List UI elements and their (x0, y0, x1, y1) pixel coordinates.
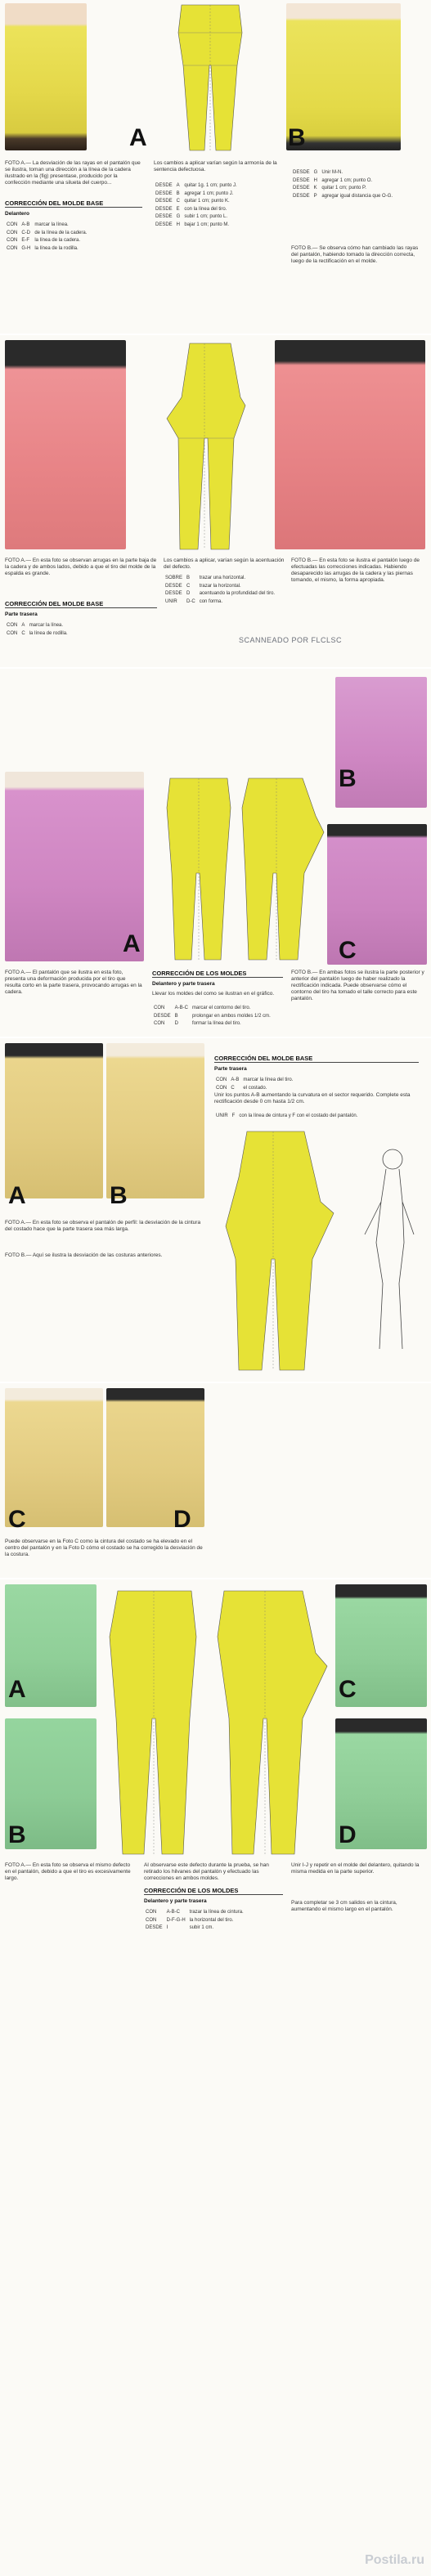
bottom-text: Para completar se 3 cm salidos en la cintura, aumentando el mismo largo en el pantalón. (291, 1900, 397, 1912)
foto-a-caption: FOTO A.— En esta foto se observa el mismo defecto en el pantalón, debido a que el tiro es excesivamente largo. (5, 1862, 131, 1881)
table-row: DESDE I subir 1 cm. (146, 1925, 214, 1930)
foto-c-d-caption: Puede observarse en la Foto C como la cintura del costado se ha elevado en el centro del pantalón y en la Foto D cómo el costado se ha corregido la desviación de la costura. (5, 1539, 203, 1557)
correction-header: CORRECCIÓN DEL MOLDE BASE (5, 600, 157, 608)
middle-intro: Al observarse este defecto durante la prueba, se han retirado los hilvanes del pantalón y efectuado las correcciones en ambos moldes. (144, 1862, 269, 1881)
table-row: UNIR F con la línea de cintura y F con el costado del pantalón. (216, 1113, 358, 1118)
pattern-diagram-2 (162, 340, 252, 553)
photo-b-cream-pants-back (106, 1043, 204, 1198)
table-row: CON A-B marcar la línea. (7, 222, 69, 227)
delantero-trasera-subheader: Delantero y parte trasera (144, 1898, 207, 1904)
table-row: DESDE G subir 1 cm; punto L. (155, 214, 228, 219)
table-row: DESDE E con la línea del tiro. (155, 206, 227, 212)
photo-b-pink-pants (275, 340, 425, 549)
photo-a-pink-pants (5, 340, 126, 549)
figure-sketch (352, 1145, 425, 1357)
correction-table-left (5, 221, 91, 253)
pattern-diagram-3 (164, 775, 327, 963)
table-row: SOBRE B trazar una horizontal. (165, 576, 246, 580)
middle-intro: Llevar los moldes del como se ilustran en el gráfico. (152, 991, 275, 997)
table-row: UNIR D-C con forma. (165, 598, 223, 604)
panel-1-yellow-pants (0, 0, 431, 334)
label-b: B (339, 765, 357, 792)
correction-header: CORRECCIÓN DE LOS MOLDES (144, 1887, 283, 1895)
foto-a-caption: FOTO A.— El pantalón que se ilustra en esta foto, presenta una deformación producida por el tiro que resulta corto en la parte trasera, provocando arrugas en la cadera. (5, 970, 142, 995)
panel-5-cream-pants-cd (0, 1383, 431, 1578)
panel-4-cream-pants (0, 1038, 431, 1382)
label-c: C (8, 1506, 26, 1533)
label-b: B (8, 1821, 26, 1848)
correction-table-right (291, 168, 397, 201)
table-row: DESDE A quitar 1g. 1 cm; punto J. (155, 183, 237, 188)
table-row: DESDE G Unir M-N. (293, 170, 343, 175)
correction-header: CORRECCIÓN DEL MOLDE BASE (214, 1055, 419, 1063)
right-text: Unir los puntos A-B aumentando la curvatura en el sector requerido. Complete esta rectificación desde 0 cm hasta 1/2 cm. (214, 1092, 411, 1104)
panel-2-pink-pants (0, 335, 431, 667)
foto-a-caption: FOTO A.— En esta foto se observa el pantalón de perfil: la desviación de la cintura del costado hace que la parte trasera sea más larga. (5, 1220, 201, 1232)
parte-trasera-subheader: Parte trasera (214, 1066, 247, 1072)
table-row: CON D formar la línea del tiro. (154, 1021, 241, 1026)
table-row: DESDE B agregar 1 cm; punto J. (155, 190, 234, 196)
label-a: A (123, 930, 141, 957)
panel-6-green-pants (0, 1579, 431, 2576)
label-c: C (339, 937, 357, 964)
table-row: CON E-F la línea de la cadera. (7, 238, 81, 243)
table-row: DESDE B prolongar en ambos moldes 1/2 cm. (154, 1013, 271, 1019)
label-b: B (110, 1182, 128, 1209)
photo-a-cream-pants-side (5, 1043, 103, 1198)
table-row: CON C-D de la línea de la cadera. (7, 230, 88, 235)
correction-table (214, 1076, 297, 1093)
table-row: CON G-H la línea de la rodilla. (7, 245, 79, 251)
correction-header: CORRECCIÓN DEL MOLDE BASE (5, 199, 142, 208)
label-c: C (339, 1676, 357, 1703)
panel-3-mauve-pants (0, 669, 431, 1037)
photo-a-yellow-pants-front (5, 3, 87, 150)
table-row: CON C el costado. (216, 1085, 267, 1091)
table-row: DESDE P agregar igual distancia que O-G. (293, 193, 393, 199)
scan-credit: SCANNEADO POR FLCLSC (239, 636, 343, 644)
table-row: CON A marcar la línea. (7, 623, 64, 628)
foto-b-caption: FOTO B.— Aquí se ilustra la desviación de las costuras anteriores. (5, 1252, 163, 1258)
correction-table-middle (152, 1004, 275, 1029)
table-row: CON A-B marcar la línea del tiro. (216, 1077, 294, 1082)
label-d: D (339, 1821, 357, 1848)
delantero-subheader: Delantero (5, 211, 29, 217)
foto-a-caption: FOTO A.— La desviación de las rayas en el pantalón que se ilustra, toman una dirección a la línea de la cadera ilustrado en la (fig) presentase, producido por la confección mediante una silueta del cuerpo... (5, 160, 141, 186)
table-row: CON D-F-G-H la horizontal del tiro. (146, 1917, 234, 1923)
correction-table-middle (144, 1908, 248, 1933)
label-a: A (129, 124, 147, 151)
label-a: A (8, 1676, 26, 1703)
table-row: CON A-B-C marcar el contorno del tiro. (154, 1006, 251, 1010)
correction-header: CORRECCIÓN DE LOS MOLDES (152, 970, 283, 978)
table-row: DESDE C trazar la horizontal. (165, 583, 241, 589)
pattern-diagram-6 (101, 1588, 330, 1857)
table-row: DESDE H bajar 1 cm; punto M. (155, 222, 230, 227)
foto-b-caption: FOTO B.— Se observa cómo han cambiado las rayas del pantalón, habiendo tomado la dirección correcta, luego de la rectificación en el molde. (291, 245, 419, 264)
label-d: D (173, 1506, 191, 1533)
middle-intro: Los cambios a aplicar, varían según la acentuación del defecto. (164, 558, 285, 570)
foto-b-caption: FOTO B.— En ambas fotos se ilustra la parte posterior y anterior del pantalón luego de haber realizado la rectificación indicada. Puede observarse cómo el contorno del tiro ha tomado el talle correcto para este pantalón. (291, 970, 424, 1001)
label-a: A (8, 1182, 26, 1209)
right-text: Unir I-J y repetir en el molde del delantero, quitando la misma medida en la parte superior. (291, 1862, 420, 1875)
correction-table-middle (164, 574, 279, 607)
table-row: DESDE H agregar 1 cm; punto O. (293, 177, 373, 183)
unir-row (214, 1112, 361, 1122)
table-row: DESDE D acentuando la profundidad del tiro. (165, 591, 276, 596)
table-row: DESDE K quitar 1 cm; punto P. (293, 186, 366, 190)
correction-table-middle (154, 181, 241, 230)
table-row: CON C la línea de rodilla. (7, 630, 68, 636)
parte-trasera-subheader: Parte trasera (5, 612, 38, 617)
middle-intro: Los cambios a aplicar varían según la armonía de la sentencia defectuosa. (154, 160, 277, 172)
watermark: Postila.ru (365, 2553, 424, 2567)
foto-a-caption: FOTO A.— En esta foto se observan arrugas en la parte baja de la cadera y de ambos lados, debido a que el tiro del molde de la espalda es grande. (5, 558, 157, 576)
foto-b-caption: FOTO B.— En esta foto se ilustra el pantalón luego de efectuadas las correcciones indicadas. Habiendo desaparecido las arrugas de la cadera y las piernas tomando, el mismo, la forma apropiada. (291, 558, 420, 583)
pattern-diagram-1 (173, 0, 247, 155)
correction-table-left (5, 621, 72, 638)
delantero-trasera-subheader: Delantero y parte trasera (152, 981, 215, 987)
label-b: B (288, 124, 306, 151)
table-row: DESDE C quitar 1 cm; punto K. (155, 199, 230, 204)
pattern-diagram-4 (214, 1128, 345, 1373)
table-row: CON A-B-C trazar la línea de cintura. (146, 1910, 244, 1915)
